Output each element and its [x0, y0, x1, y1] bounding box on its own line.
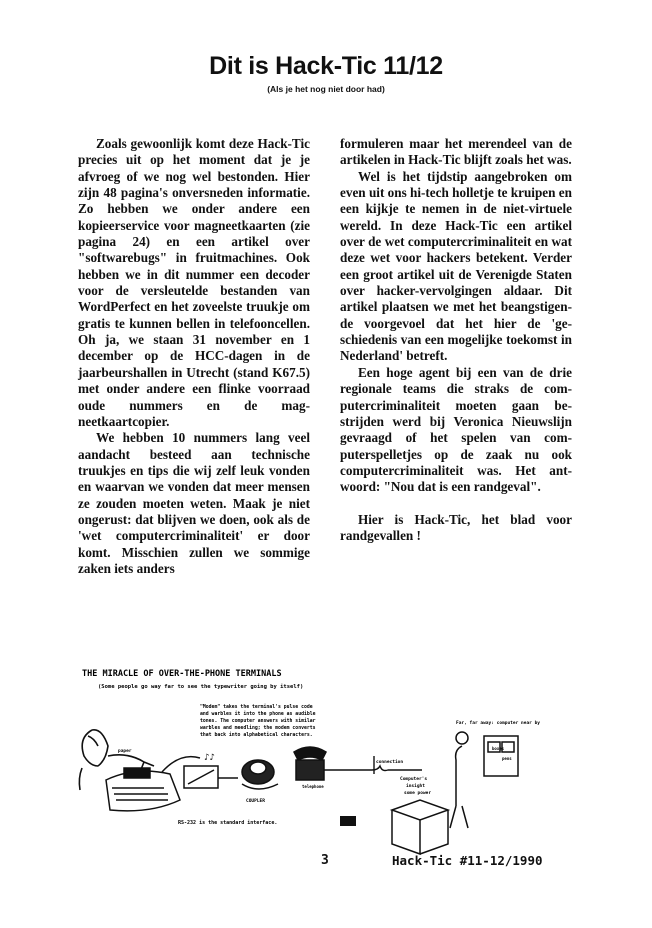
svg-text:telephone: telephone — [302, 784, 324, 789]
right-column — [340, 136, 572, 544]
modem-cartoon — [62, 660, 582, 860]
left-column — [78, 136, 310, 577]
rs232-note: RS-232 is the standard interface. — [178, 820, 278, 826]
svg-text:"Modem" takes the terminal's p: "Modem" takes the terminal's pulse code — [200, 705, 313, 710]
svg-text:and warbles it into the phone: and warbles it into the phone as audible — [200, 712, 316, 717]
coupler-illustration — [242, 760, 278, 789]
modem-box — [184, 766, 238, 788]
paragraph: Wel is het tijdstip aangebroken om even uit ons hi-tech holletje te kruipen en een kijkje te nemen in de niet-virtuele wereld. In deze Hack-Tic een artikel over de wet computercriminaliteit en wat deze wet voor hackers betekent. Verder een groot artikel uit de Verenigde Staten over hacker-vervolgingen aldaar. Dit artikel plaatsen we met het beangstigende voorgevoel dat het hier de 'geschiedenis van een mogelijke toekomst in Nederland' betreft. — [340, 168, 572, 364]
svg-text:insight: insight — [406, 784, 425, 789]
page-title: Dit is Hack-Tic 11/12 — [209, 52, 443, 80]
modem-note — [200, 704, 316, 738]
svg-text:paper: paper — [118, 749, 132, 754]
svg-text:warbles and meedling; the mode: warbles and meedling; the modem converts — [200, 726, 316, 731]
svg-text:that back into alphabetical ch: that back into alphabetical characters. — [200, 733, 313, 738]
paragraph: We hebben 10 nummers lang veel aandacht besteed aan technische truukjes en tips die wij zelf leuk vonden en waarvan we vonden dat meer mensen ze zouden moeten weten. Maak je niet ongerust: dat blijven we doen, ook als de 'wet computercriminaliteit' er door komt. Misschien zullen we sommige zaken iets anders — [78, 430, 310, 576]
closing-line: Hier is Hack-Tic, het blad voor randgevallen ! — [340, 511, 572, 543]
paragraph: Zoals gewoonlijk komt deze Hack-Tic precies uit op het moment dat je je afvroeg of we nog wel bestonden. Hier zijn 48 pagina's onversneden informatie. Zo hebben we onder andere een kopieerservice voor magneetkaarten (zie pagina 24) en een artikel over "softwarebugs" in fruitmachines. Ook hebben we in dit nummer een decoder voor de versleutelde bestanden van WordPerfect en het zoveelste truukje om gratis te kunnen bellen in telefooncellen. Oh ja, we staan 31 november en 1 december op de HCC-dagen in de jaarbeurshallen in Utrecht (stand K67.5) met onder andere een flinke voorraad oude nummers en de magneetkaartcopier. — [78, 136, 310, 429]
cartoon-subheading: (Some people go way far to see the typewriter going by itself) — [98, 684, 304, 690]
svg-text:tones. The computer answers w: tones. The computer answers with similar — [200, 719, 316, 724]
svg-text:Computer's: Computer's — [400, 777, 428, 782]
issue-footer: Hack-Tic #11-12/1990 — [392, 853, 543, 868]
svg-text:Far, far away: computer near b: Far, far away: computer near by — [456, 721, 540, 726]
paragraph: Een hoge agent bij een van de drie regionale teams die straks de computercriminaliteit moeten gaan bestrijden werd bij Veronica Nieuwslijn gevraagd of het spelen van computerspelletjes op de zaak nu ook computercriminaliteit was. Het antwoord: "Nou dat is een randgeval". — [340, 364, 572, 495]
svg-text:boxes: boxes — [492, 746, 505, 751]
cartoon-heading: THE MIRACLE OF OVER-THE-PHONE TERMINALS — [82, 669, 282, 679]
page-subtitle: (Als je het nog niet door had) — [267, 84, 385, 94]
svg-text:COUPLER: COUPLER — [246, 799, 265, 804]
svg-text:some power: some power — [404, 791, 432, 796]
svg-text:connection: connection — [376, 760, 404, 765]
svg-text:♪♪: ♪♪ — [204, 753, 215, 763]
svg-text:pens: pens — [502, 756, 512, 761]
person-illustration — [79, 730, 154, 790]
paragraph: formuleren maar het merendeel van de artikelen in Hack-Tic blijft zoals het was. — [340, 136, 572, 168]
phone-wire — [324, 766, 422, 771]
page-number: 3 — [321, 853, 329, 868]
telephone-illustration — [294, 747, 326, 780]
connector-icon — [340, 816, 356, 826]
